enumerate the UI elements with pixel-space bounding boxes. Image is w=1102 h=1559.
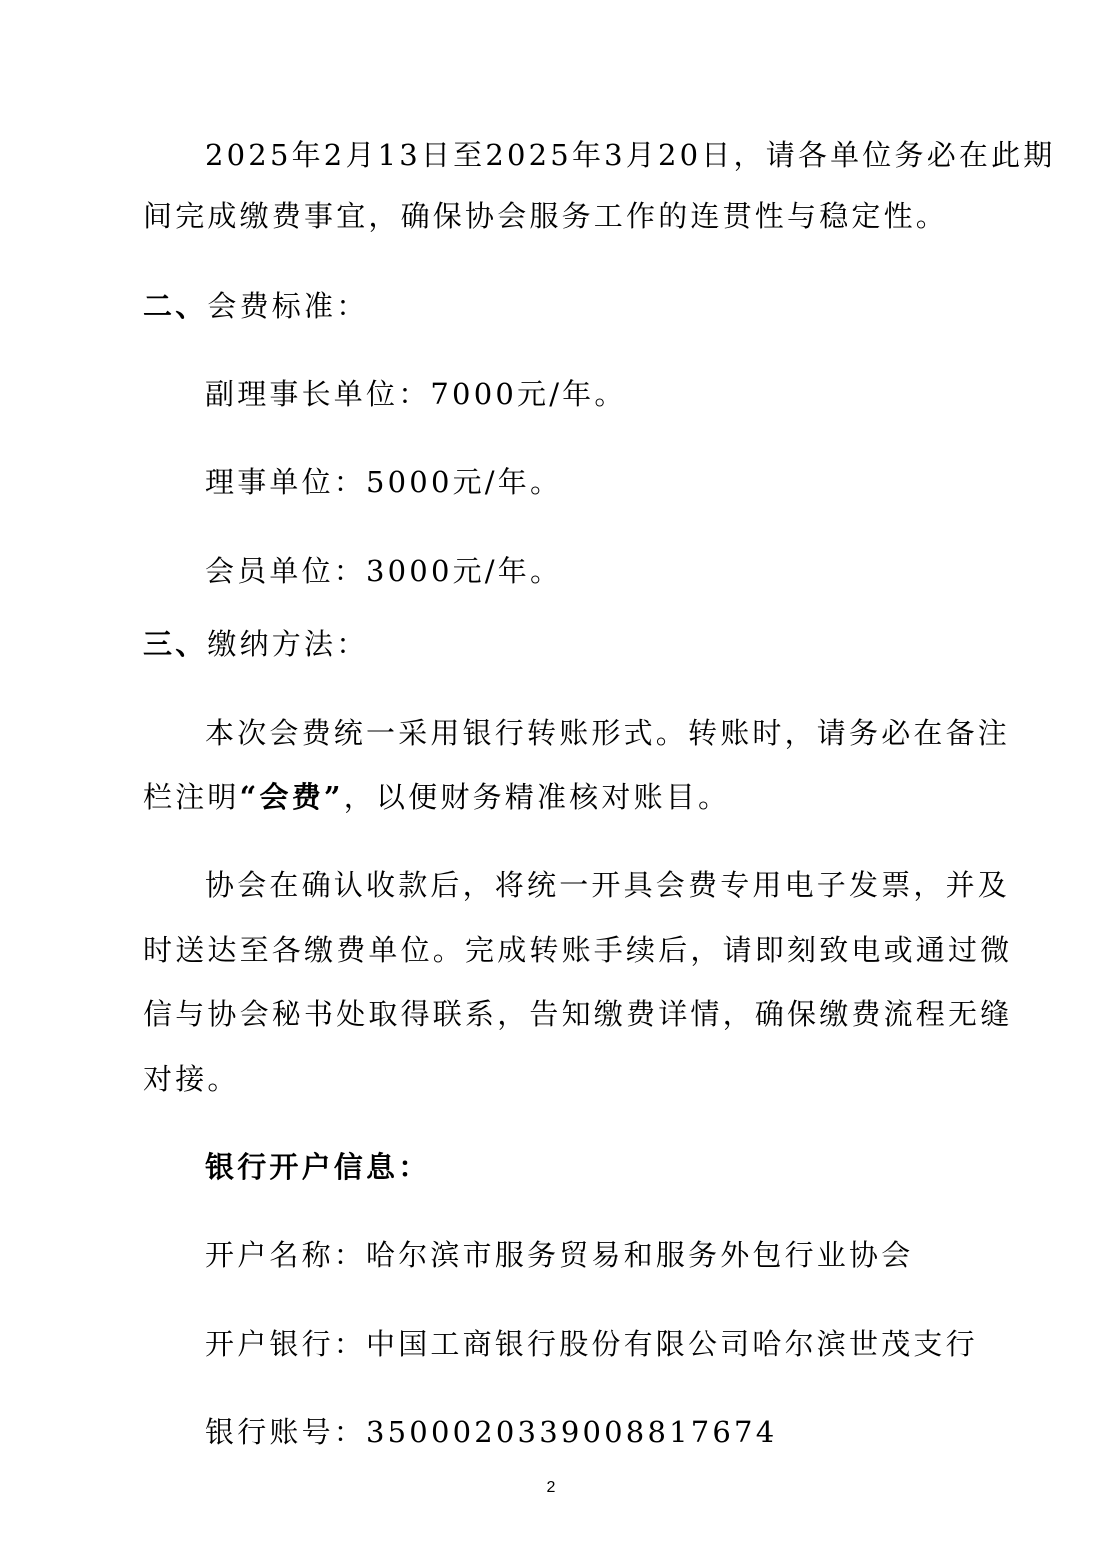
section-2-heading xyxy=(143,288,368,324)
section-3-heading xyxy=(143,626,368,662)
invoice-line-2: 时送达至各缴费单位。完成转账手续后，请即刻致电或通过微 xyxy=(143,933,1013,967)
fee-vice-chairman: 副理事长单位：7000元/年。 xyxy=(205,377,627,411)
transfer-line-1: 本次会费统一采用银行转账形式。转账时，请务必在备注 xyxy=(205,716,1011,750)
section-3-title: 缴纳方法： xyxy=(207,627,369,661)
period-line-2: 间完成缴费事宜，确保协会服务工作的连贯性与稳定性。 xyxy=(143,199,949,233)
bank-account-name: 开户名称：哈尔滨市服务贸易和服务外包行业协会 xyxy=(205,1238,914,1272)
bank-account-number: 银行账号：3500020339008817674 xyxy=(205,1415,778,1449)
fee-director: 理事单位：5000元/年。 xyxy=(205,465,563,499)
transfer-line-2-before: 栏注明 xyxy=(143,780,240,814)
invoice-line-4: 对接。 xyxy=(143,1062,240,1096)
transfer-line-2 xyxy=(143,779,730,815)
invoice-line-3: 信与协会秘书处取得联系，告知缴费详情，确保缴费流程无缝 xyxy=(143,997,1013,1031)
page-number: 2 xyxy=(546,1479,556,1496)
period-line-1: 2025年2月13日至2025年3月20日，请各单位务必在此期 xyxy=(205,138,1056,172)
transfer-remark-keyword: “会费” xyxy=(239,780,344,814)
transfer-line-2-after: ，以便财务精准核对账目。 xyxy=(343,780,731,814)
section-2-title: 会费标准： xyxy=(207,289,369,323)
invoice-line-1: 协会在确认收款后，将统一开具会费专用电子发票，并及 xyxy=(205,868,1011,902)
bank-info-heading: 银行开户信息： xyxy=(205,1150,431,1184)
bank-name: 开户银行：中国工商银行股份有限公司哈尔滨世茂支行 xyxy=(205,1327,978,1361)
section-3-number: 三、 xyxy=(143,627,208,661)
section-2-number: 二、 xyxy=(143,289,208,323)
fee-member: 会员单位：3000元/年。 xyxy=(205,554,563,588)
